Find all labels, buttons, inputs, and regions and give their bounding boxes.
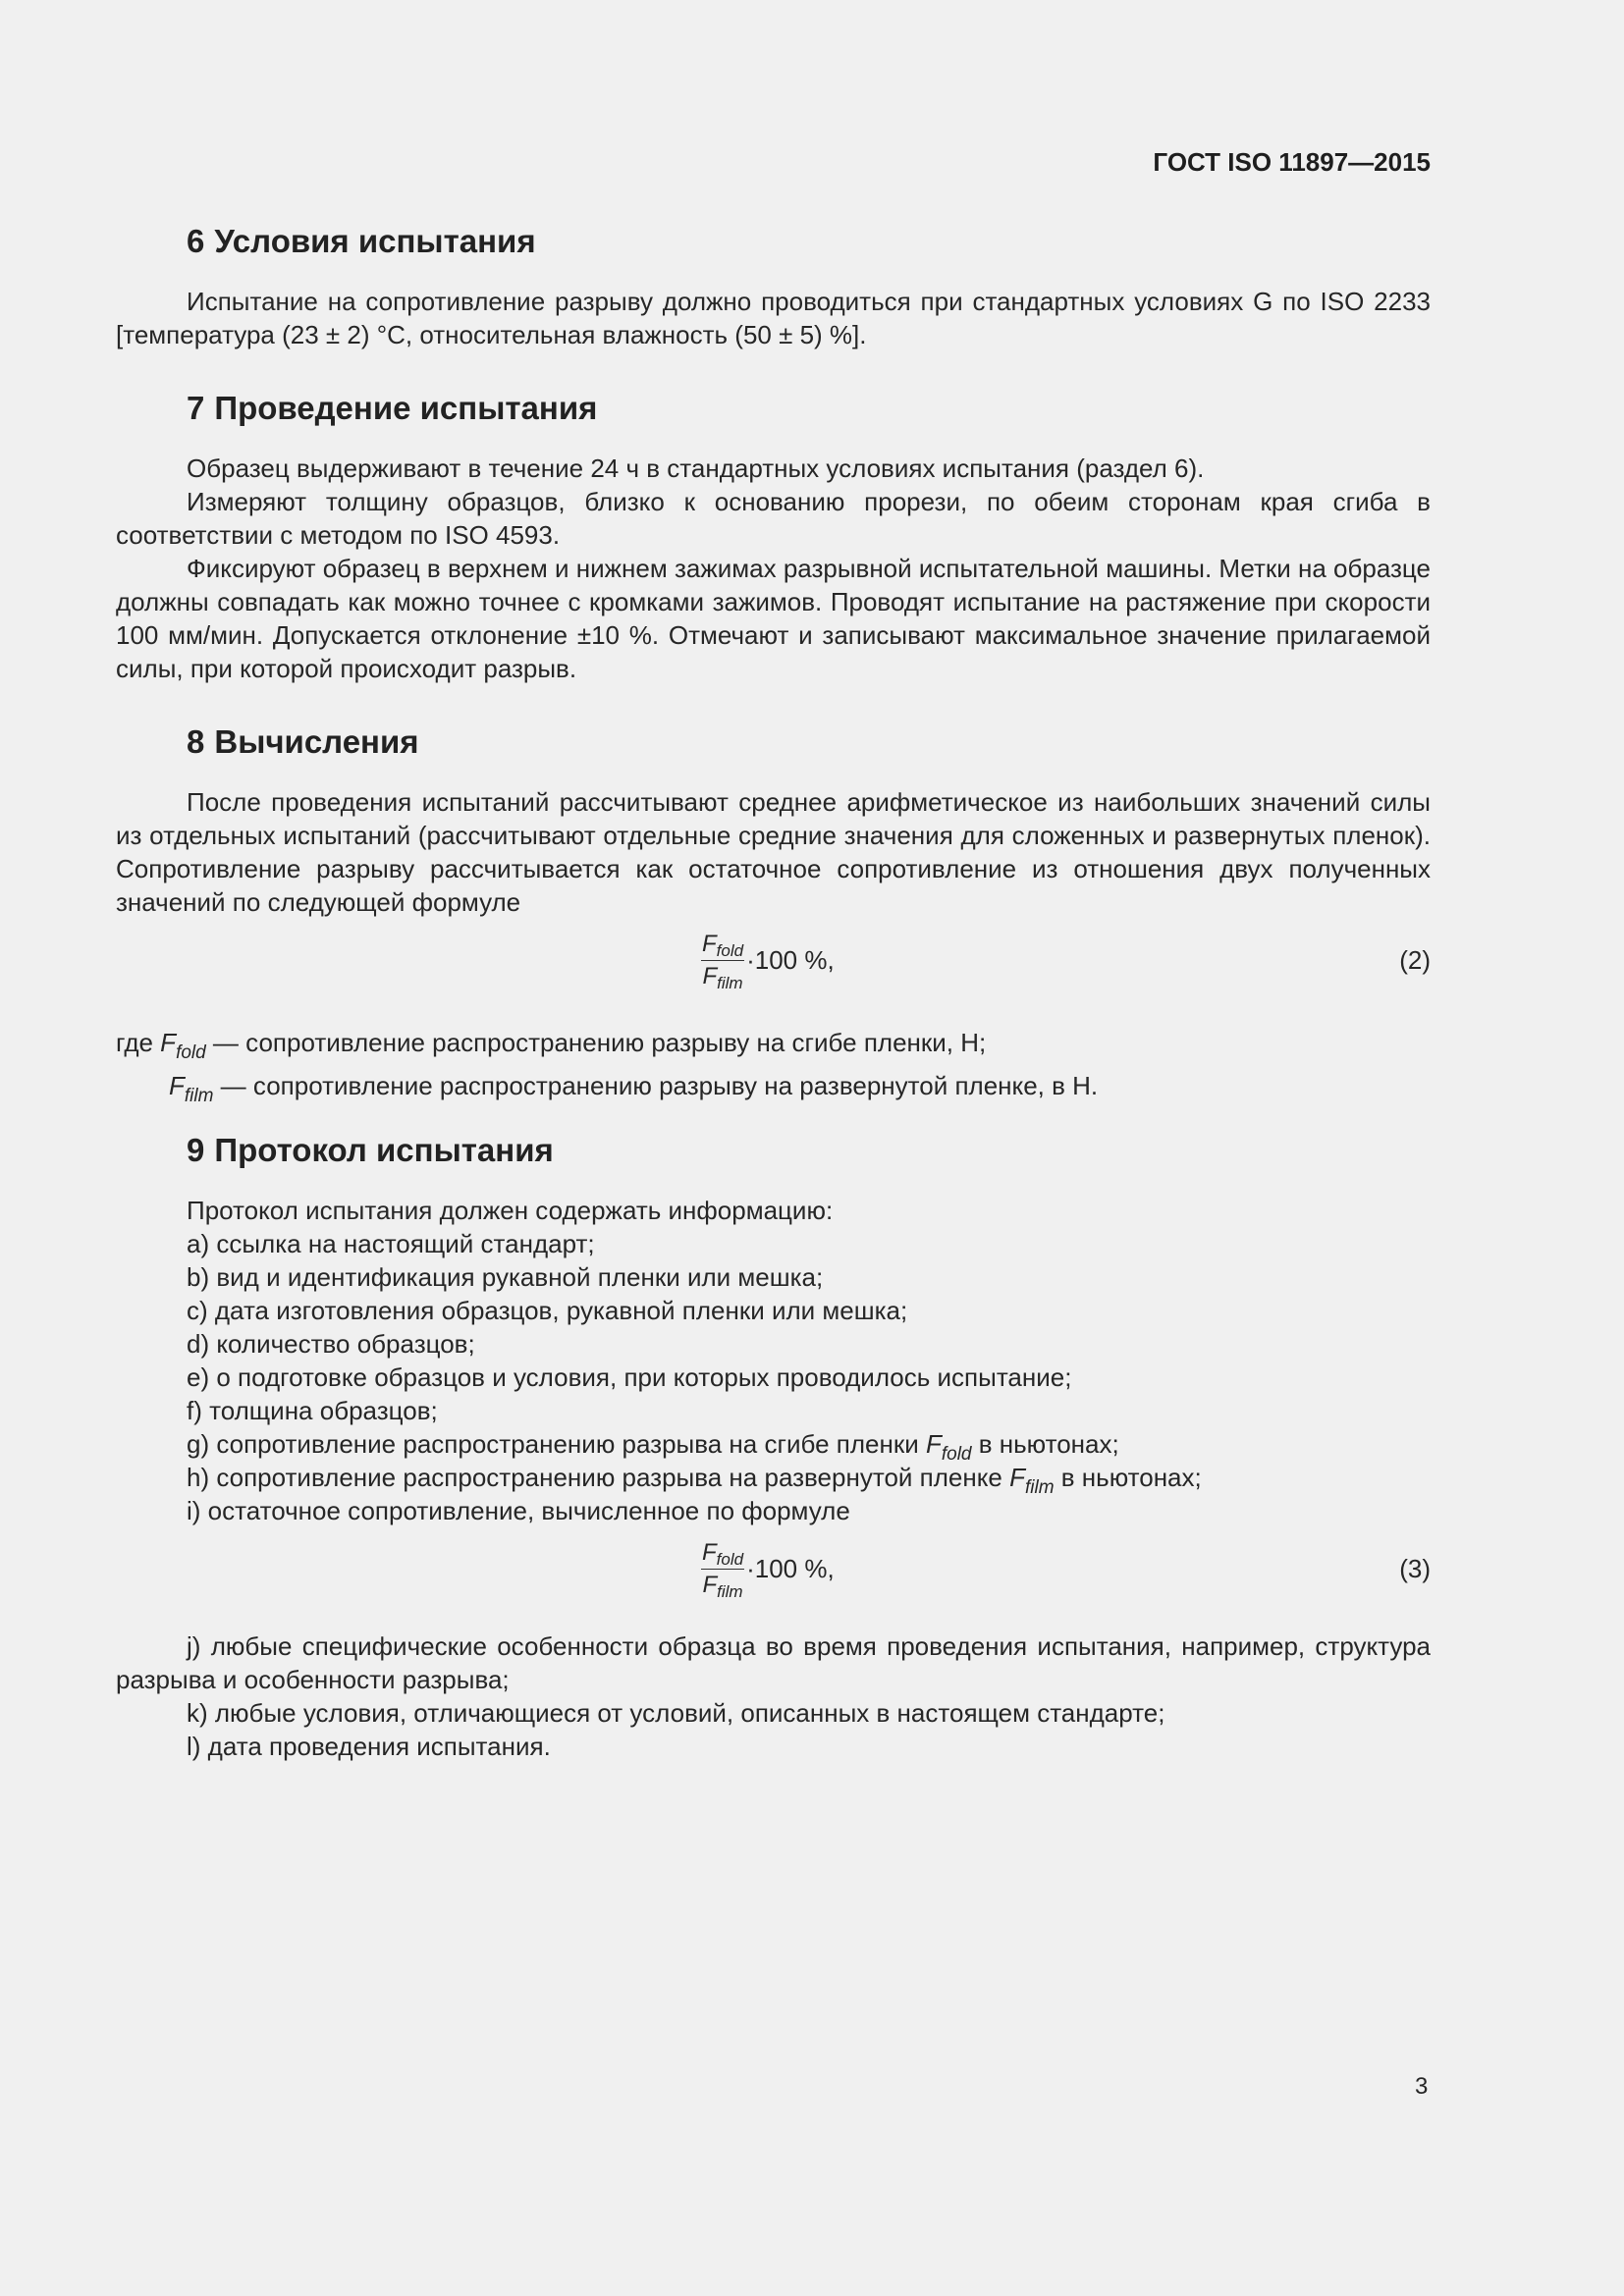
- section-title: Протокол испытания: [214, 1132, 554, 1168]
- where-line-film: $F_{film}$ — сопротивление распространению разрыву на развернутой пленке, в Н.: [169, 1071, 1099, 1106]
- list-item-k: k) любые условия, отличающиеся от условий, описанных в настоящем стандарте;: [187, 1698, 1165, 1728]
- list-item-g: g) сопротивление распространению разрыва на сгибе пленки $F_{fold}$ в ньютонах;: [187, 1429, 1119, 1465]
- document-code: ГОСТ ISO 11897—2015: [1153, 147, 1431, 177]
- fraction: [701, 1539, 744, 1599]
- list-item-d: d) количество образцов;: [187, 1329, 475, 1359]
- formula-expression: [701, 919, 835, 1001]
- section-heading-8: [116, 722, 1431, 762]
- formula-tail: ·100 %,: [746, 1554, 835, 1583]
- formula-2: [116, 919, 1431, 1001]
- paragraph: После проведения испытаний рассчитывают среднее арифметическое из наибольших значений силы из отдельных испытаний (рассчитывают отдельные средние значения для сложенных и развернутых пленок). Сопротивление разрыву рассчитывается как остаточное сопротивление из отношения двух полученных значений по следующей формуле: [116, 787, 1431, 917]
- list-item-b: b) вид и идентификация рукавной пленки или мешка;: [187, 1262, 824, 1292]
- section-number: 9: [187, 1132, 205, 1168]
- section-number: 8: [187, 723, 205, 760]
- list-item-l: l) дата проведения испытания.: [187, 1732, 551, 1761]
- list-item-i: i) остаточное сопротивление, вычисленное по формуле: [187, 1496, 850, 1525]
- paragraph: Фиксируют образец в верхнем и нижнем зажимах разрывной испытательной машины. Метки на образце должны совпадать как можно точнее с кромками зажимов. Проводят испытание на растяжение при скорости 100 мм/мин. Допускается отклонение ±10 %. Отмечают и записывают максимальное значение прилагаемой силы, при которой происходит разрыв.: [116, 554, 1431, 683]
- page-number: 3: [1415, 2073, 1429, 2100]
- equation-number: (3): [1399, 1554, 1431, 1583]
- fraction: [701, 931, 744, 990]
- section-title: Проведение испытания: [214, 390, 598, 426]
- list-item-a: а) ссылка на настоящий стандарт;: [187, 1229, 595, 1258]
- list-intro: Протокол испытания должен содержать информацию:: [187, 1196, 834, 1225]
- paragraph: Испытание на сопротивление разрыву должно проводиться при стандартных условиях G по ISO 2233 [температура (23 ± 2) °С, относительная влажность (50 ± 5) %].: [116, 287, 1431, 349]
- section-title: Вычисления: [214, 723, 419, 760]
- page-content: [116, 222, 1431, 1763]
- list-item-e: е) о подготовке образцов и условия, при которых проводилось испытание;: [187, 1362, 1072, 1392]
- paragraph: Образец выдерживают в течение 24 ч в стандартных условиях испытания (раздел 6).: [187, 454, 1205, 483]
- list-item-c: с) дата изготовления образцов, рукавной пленки или мешка;: [187, 1296, 908, 1325]
- fraction-numerator: $F_{fold}$: [702, 930, 744, 960]
- section-number: 6: [187, 223, 205, 259]
- fraction-denominator: $F_{film}$: [702, 1571, 743, 1601]
- formula-tail: ·100 %,: [746, 945, 835, 975]
- equation-number: (2): [1399, 945, 1431, 975]
- formula-expression: [701, 1527, 835, 1610]
- section-heading-7: [116, 389, 1431, 428]
- list-item-h: h) сопротивление распространению разрыва на развернутой пленке $F_{film}$ в ньютонах;: [187, 1463, 1202, 1498]
- where-line-fold: где $F_{fold}$ — сопротивление распространению разрыву на сгибе пленки, Н;: [116, 1028, 987, 1063]
- fraction-denominator: $F_{film}$: [702, 962, 743, 992]
- fraction-numerator: $F_{fold}$: [702, 1538, 744, 1569]
- section-heading-6: [116, 222, 1431, 261]
- section-title: Условия испытания: [214, 223, 536, 259]
- paragraph: Измеряют толщину образцов, близко к основанию прорези, по обеим сторонам края сгиба в соответствии с методом по ISO 4593.: [116, 487, 1431, 550]
- section-number: 7: [187, 390, 205, 426]
- formula-3: [116, 1527, 1431, 1610]
- list-item-j: j) любые специфические особенности образца во время проведения испытания, например, структура разрыва и особенности разрыва;: [116, 1631, 1431, 1694]
- list-item-f: f) толщина образцов;: [187, 1396, 438, 1425]
- section-heading-9: [116, 1131, 1431, 1170]
